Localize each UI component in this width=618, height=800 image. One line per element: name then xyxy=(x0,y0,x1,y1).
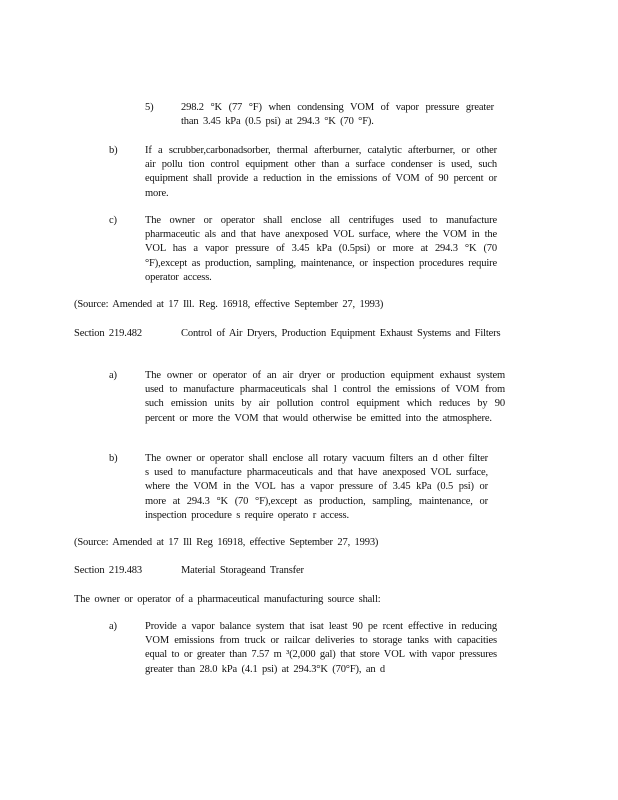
item-label-a2: a) xyxy=(109,370,117,381)
item-text-a3: Provide a vapor balance system that isat least 90 pe rcent effective in reducing VOM emissions from truck or railcar deliveries to storage tanks with capacities equal to or greater than 7.57 m ³(2,000 gal) that store VOL with vapor pressures greater than 28.0 kPa (4.1 psi) at 294.3°K (70°F), an d xyxy=(145,621,497,675)
item-text-c1: The owner or operator shall enclose all centrifuges used to manufacture pharmaceutic als and that have anexposed VOL surface, where the VOM in the VOL has a vapor pressure of 3.45 kPa (0.5psi) or more at 294.3 °K (70 °F),except as production, sampling, maintenance, or inspection procedures require operator access. xyxy=(145,215,497,283)
item-text-5: 298.2 °K (77 °F) when condensing VOM of vapor pressure greater than 3.45 kPa (0.5 psi) at 294.3 °K (70 °F). xyxy=(181,102,494,128)
item-label-b2: b) xyxy=(109,453,118,464)
section-intro-483: The owner or operator of a pharmaceutical manufacturing source shall: xyxy=(74,594,381,605)
item-label-c1: c) xyxy=(109,215,117,226)
item-label-a3: a) xyxy=(109,621,117,632)
item-text-b1: If a scrubber,carbonadsorber, thermal afterburner, catalytic afterburner, or other air pollu tion control equipment other than a surface condenser is used, such equipment shall provide a reduction in the emissions of VOM of 90 percent or more. xyxy=(145,145,497,199)
source-note-2: (Source: Amended at 17 Ill Reg 16918, effective September 27, 1993) xyxy=(74,537,379,548)
item-label-b1: b) xyxy=(109,145,118,156)
section-number-482: Section 219.482 xyxy=(74,328,142,339)
item-text-a2: The owner or operator of an air dryer or production equipment exhaust system used to manufacture pharmaceuticals shal l control the emissions of VOM from such emission units by air pollution control equipment which reduces by 90 percent or more the VOM that would otherwise be emitted into the atmosphere. xyxy=(145,370,505,424)
section-number-483: Section 219.483 xyxy=(74,565,142,576)
item-label-5: 5) xyxy=(145,102,154,113)
source-note-1: (Source: Amended at 17 Ill. Reg. 16918, effective September 27, 1993) xyxy=(74,299,384,310)
section-title-482: Control of Air Dryers, Production Equipment Exhaust Systems and Filters xyxy=(181,328,501,339)
item-text-b2: The owner or operator shall enclose all rotary vacuum filters an d other filter s used to manufacture pharmaceuticals and that have anexposed VOL surface, where the VOM in the VOL has a vapor pressure of 3.45 kPa (0.5 psi) or more at 294.3 °K (70 °F),except as production, sampling, maintenance, or inspection procedure s require operato r access. xyxy=(145,453,488,521)
section-title-483: Material Storageand Transfer xyxy=(181,565,304,576)
